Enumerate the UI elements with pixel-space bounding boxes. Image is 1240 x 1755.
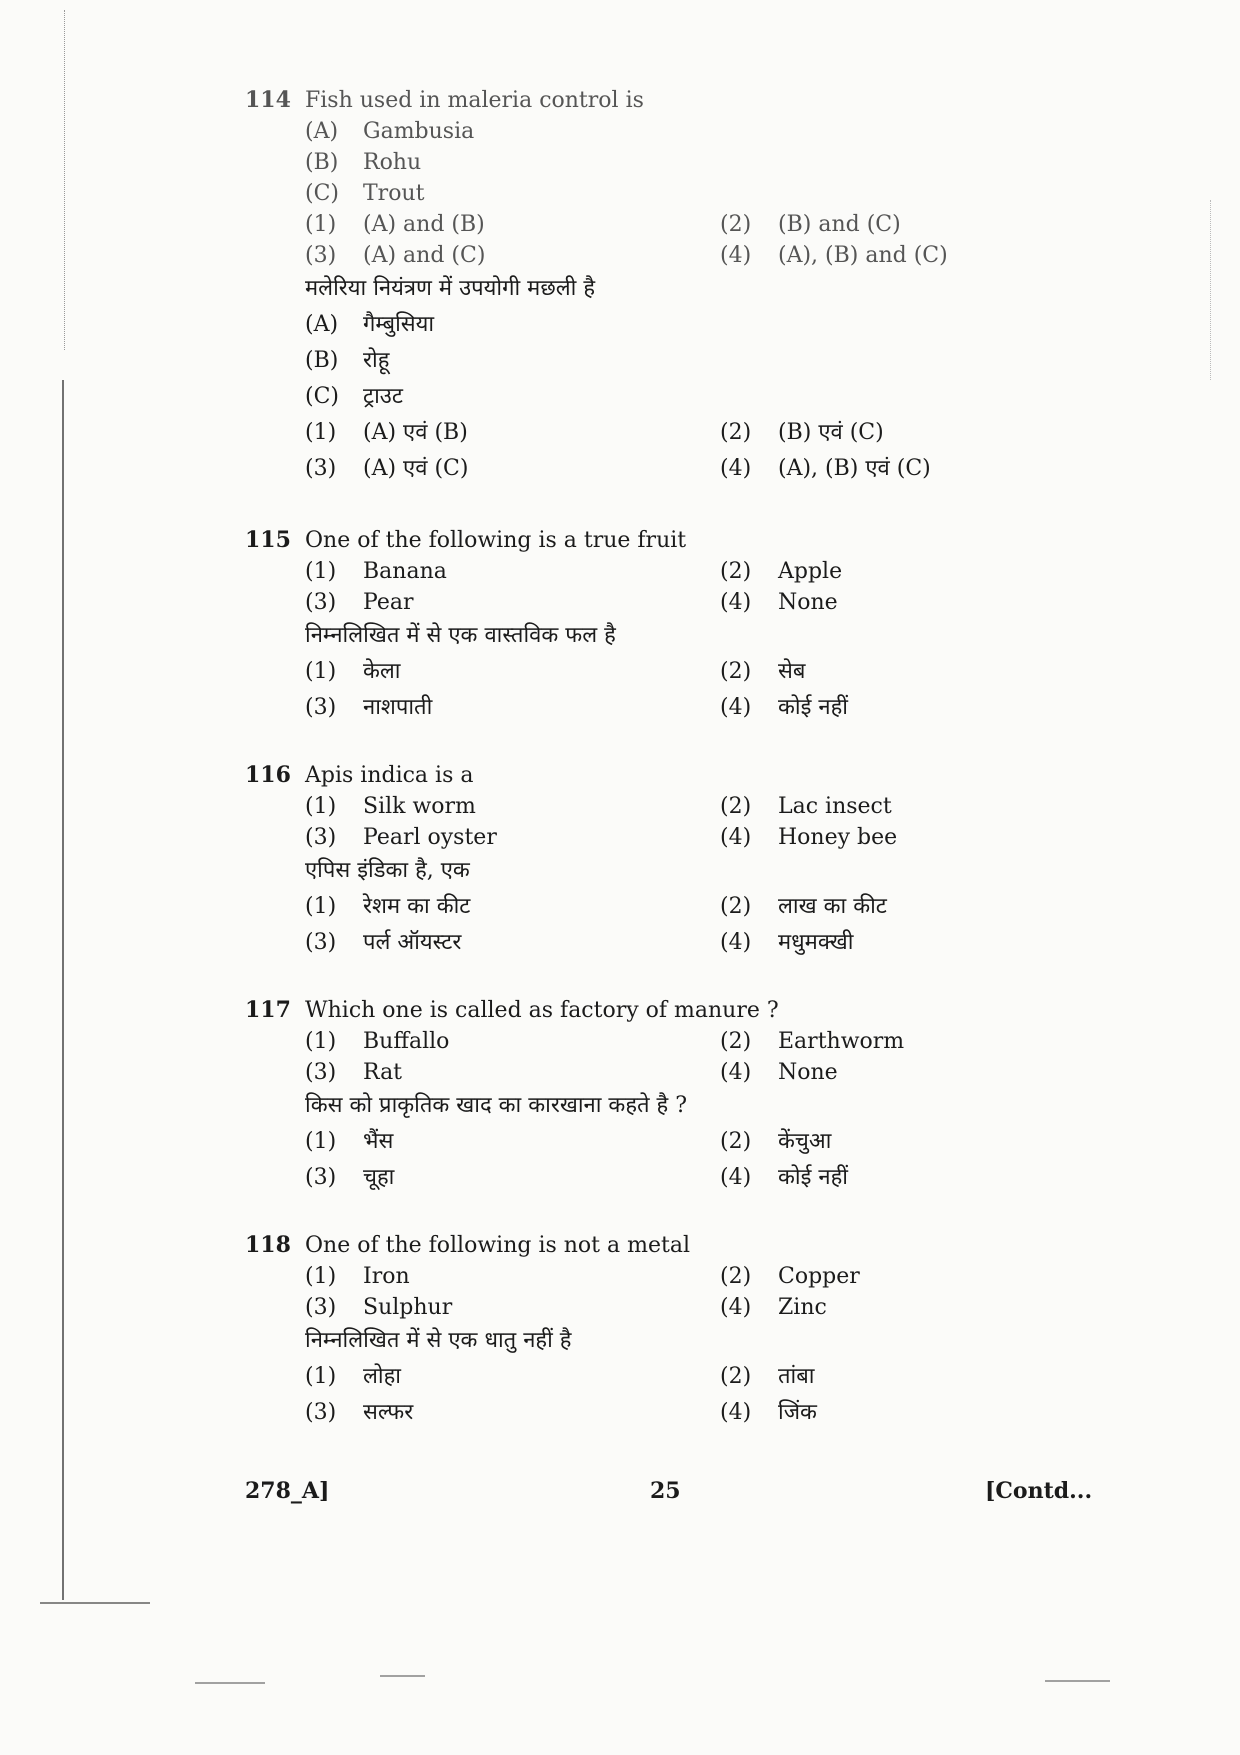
sub-text: Rohu <box>363 150 422 175</box>
option-number: (3) <box>305 1060 337 1085</box>
option-number: (3) <box>305 1400 337 1425</box>
sub-label: (B) <box>305 150 339 175</box>
option-number: (4) <box>720 1165 752 1190</box>
option-number: (2) <box>720 794 752 819</box>
option-text: (A), (B) and (C) <box>778 243 948 268</box>
sub-label: (B) <box>305 348 339 373</box>
option-text: Pear <box>363 590 414 615</box>
option-text: Lac insect <box>778 794 892 819</box>
option-number: (2) <box>720 659 752 684</box>
question-text-hindi: निम्नलिखित में से एक वास्तविक फल है <box>305 623 616 648</box>
option-text: Rat <box>363 1060 403 1085</box>
question-text-hindi: किस को प्राकृतिक खाद का कारखाना कहते है ? <box>305 1093 688 1118</box>
option-text: None <box>778 1060 838 1085</box>
option-text: सेब <box>778 659 806 684</box>
sub-label: (C) <box>305 384 339 409</box>
option-number: (3) <box>305 930 337 955</box>
option-text: (A) एवं (C) <box>363 456 469 481</box>
scan-mark <box>195 1682 265 1684</box>
option-number: (4) <box>720 590 752 615</box>
option-text: जिंक <box>778 1400 817 1425</box>
question-number: 118 <box>245 1232 291 1258</box>
option-number: (4) <box>720 930 752 955</box>
continued-label: [Contd... <box>985 1478 1093 1504</box>
sub-label: (A) <box>305 312 339 337</box>
option-text: पर्ल ऑयस्टर <box>363 930 462 955</box>
sub-label: (C) <box>305 181 339 206</box>
option-text: केला <box>363 659 401 684</box>
question-text-english: Which one is called as factory of manure ? <box>305 998 779 1023</box>
option-text: (A) and (B) <box>363 212 485 237</box>
option-number: (4) <box>720 1400 752 1425</box>
option-number: (1) <box>305 794 337 819</box>
option-number: (4) <box>720 1295 752 1320</box>
question-number: 115 <box>245 527 291 553</box>
sub-label: (A) <box>305 119 339 144</box>
scan-bottom-line <box>40 1602 150 1604</box>
option-text: Copper <box>778 1264 860 1289</box>
sub-text: गैम्बुसिया <box>363 312 435 337</box>
option-text: लाख का कीट <box>778 894 887 919</box>
sub-text: Gambusia <box>363 119 475 144</box>
option-number: (3) <box>305 1295 337 1320</box>
option-number: (2) <box>720 1029 752 1054</box>
option-text: कोई नहीं <box>778 1165 848 1190</box>
option-number: (1) <box>305 1364 337 1389</box>
scan-right-dots <box>1210 200 1212 380</box>
question-text-english: One of the following is a true fruit <box>305 528 687 553</box>
option-text: Honey bee <box>778 825 898 850</box>
option-number: (4) <box>720 695 752 720</box>
option-text: (A) एवं (B) <box>363 420 468 445</box>
option-number: (3) <box>305 825 337 850</box>
question-116 <box>245 760 1085 961</box>
option-text: Pearl oyster <box>363 825 497 850</box>
option-text: लोहा <box>363 1364 401 1389</box>
option-number: (1) <box>305 1129 337 1154</box>
option-number: (1) <box>305 1264 337 1289</box>
option-text: Buffallo <box>363 1029 450 1054</box>
option-text: मधुमक्खी <box>778 930 854 955</box>
scan-margin-line <box>62 380 64 1600</box>
option-number: (3) <box>305 695 337 720</box>
option-number: (3) <box>305 590 337 615</box>
question-115 <box>245 525 1085 726</box>
question-text-hindi: मलेरिया नियंत्रण में उपयोगी मछली है <box>305 276 596 301</box>
question-number: 114 <box>245 87 291 113</box>
option-text: Apple <box>778 559 843 584</box>
scan-mark <box>1045 1680 1110 1682</box>
option-text: (A), (B) एवं (C) <box>778 456 931 481</box>
option-number: (2) <box>720 894 752 919</box>
sub-text: ट्राउट <box>363 384 403 409</box>
option-number: (2) <box>720 1129 752 1154</box>
option-number: (1) <box>305 559 337 584</box>
option-number: (4) <box>720 1060 752 1085</box>
option-text: (B) एवं (C) <box>778 420 884 445</box>
option-number: (1) <box>305 420 337 445</box>
question-117 <box>245 995 1085 1196</box>
sub-text: रोहू <box>363 348 390 373</box>
option-number: (2) <box>720 559 752 584</box>
option-text: (B) and (C) <box>778 212 901 237</box>
question-114 <box>245 85 1085 487</box>
option-number: (1) <box>305 894 337 919</box>
option-number: (2) <box>720 212 752 237</box>
option-number: (4) <box>720 825 752 850</box>
option-text: रेशम का कीट <box>363 894 471 919</box>
page-number: 25 <box>650 1478 681 1504</box>
question-118 <box>245 1230 1085 1431</box>
scan-margin-dots <box>64 10 66 350</box>
option-text: केंचुआ <box>778 1129 832 1154</box>
option-text: Iron <box>363 1264 410 1289</box>
question-number: 116 <box>245 762 291 788</box>
paper-code: 278_A] <box>245 1478 330 1504</box>
option-text: चूहा <box>363 1165 395 1190</box>
option-text: तांबा <box>778 1364 815 1389</box>
question-number: 117 <box>245 997 291 1023</box>
option-text: None <box>778 590 838 615</box>
option-number: (4) <box>720 243 752 268</box>
sub-text: Trout <box>363 181 425 206</box>
option-text: सल्फर <box>363 1400 414 1425</box>
question-text-english: One of the following is not a metal <box>305 1233 690 1258</box>
option-number: (2) <box>720 1264 752 1289</box>
option-text: नाशपाती <box>363 695 433 720</box>
option-number: (4) <box>720 456 752 481</box>
option-number: (1) <box>305 212 337 237</box>
scan-mark <box>380 1675 425 1677</box>
option-text: Zinc <box>778 1295 827 1320</box>
option-number: (3) <box>305 1165 337 1190</box>
option-text: Earthworm <box>778 1029 905 1054</box>
option-number: (3) <box>305 456 337 481</box>
question-text-hindi: निम्नलिखित में से एक धातु नहीं है <box>305 1328 572 1353</box>
option-text: Banana <box>363 559 447 584</box>
option-text: (A) and (C) <box>363 243 486 268</box>
option-number: (1) <box>305 1029 337 1054</box>
option-number: (2) <box>720 1364 752 1389</box>
option-text: Silk worm <box>363 794 476 819</box>
option-number: (2) <box>720 420 752 445</box>
option-text: भैंस <box>363 1129 394 1154</box>
option-text: कोई नहीं <box>778 695 848 720</box>
option-text: Sulphur <box>363 1295 453 1320</box>
question-text-hindi: एपिस इंडिका है, एक <box>305 858 470 883</box>
question-text-english: Fish used in maleria control is <box>305 88 644 113</box>
option-number: (1) <box>305 659 337 684</box>
question-text-english: Apis indica is a <box>305 763 474 788</box>
option-number: (3) <box>305 243 337 268</box>
